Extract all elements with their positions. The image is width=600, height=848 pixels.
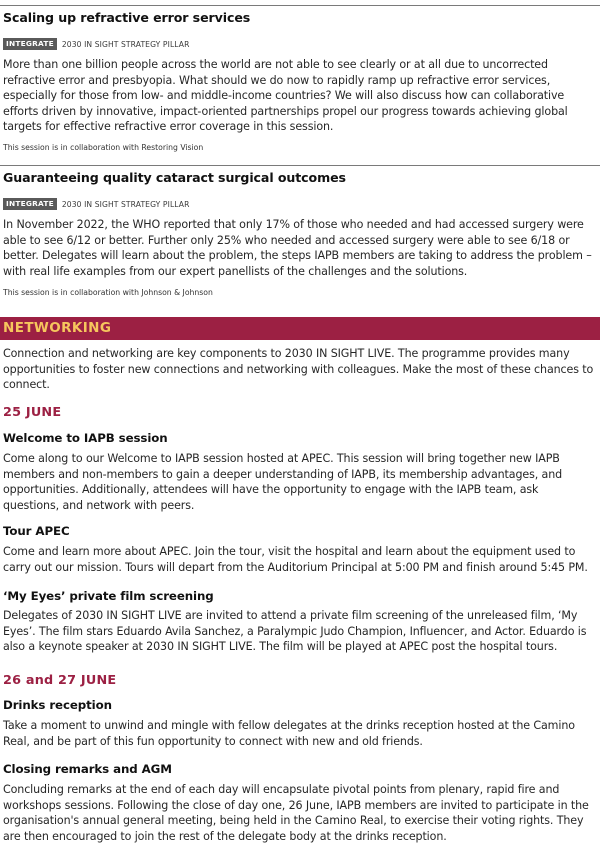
event-description: Delegates of 2030 IN SIGHT LIVE are invited to attend a private film screening of the unreleased film, ‘My Eyes’. The film stars Eduardo Avila Sanchez, a Paralympic Judo Champion, Influencer, and Actor. Eduardo is also a keynote speaker at 2030 IN SIGHT LIVE. The film will be played at APEC post the hospital tours. — [3, 609, 587, 653]
session-tagline — [3, 38, 189, 50]
event-title: ‘My Eyes’ private film screening — [3, 589, 214, 603]
pillar-label: 2030 IN SIGHT STRATEGY PILLAR — [61, 39, 190, 49]
session-description: More than one billion people across the world are not able to see clearly or at all due to uncorrected refractive error and presbyopia. What should we do now to rapidly ramp up refractive error services, especially for those from low- and middle-income countries? We will also discuss how can collaborative efforts driven by innovative, impact-oriented partnerships propel our progress towards achieving global targets for effective refractive error coverage in this session. — [3, 58, 568, 133]
event-description: Come and learn more about APEC. Join the tour, visit the hospital and learn about the equipment used to carry out our mission. Tours will depart from the Auditorium Principal at 5:00 PM and finish around 5:45 PM. — [3, 545, 588, 574]
section-heading: NETWORKING — [3, 320, 112, 336]
pillar-tag: INTEGRATE — [3, 38, 57, 50]
collaboration-note: This session is in collaboration with Johnson & Johnson — [3, 288, 213, 297]
event-title: Tour APEC — [3, 524, 70, 538]
pillar-label: 2030 IN SIGHT STRATEGY PILLAR — [61, 199, 190, 209]
event-title: Drinks reception — [3, 698, 112, 712]
session-title: Scaling up refractive error services — [3, 10, 251, 25]
networking-section-header — [0, 317, 600, 340]
networking-intro: Connection and networking are key components to 2030 IN SIGHT LIVE. The programme provides many opportunities to foster new connections and networking with colleagues. Make the most of these chances to connect. — [3, 347, 594, 391]
session-description: In November 2022, the WHO reported that only 17% of those who needed and had accessed surgery were able to see 6/12 or better. Further only 25% who needed and accessed surgery were able to see 6/18 or better. Delegates will learn about the problem, the steps IAPB members are taking to address the problem – with real life examples from our expert panellists of the challenges and the solutions. — [3, 218, 592, 278]
pillar-tag: INTEGRATE — [3, 198, 57, 210]
event-description: Take a moment to unwind and mingle with fellow delegates at the drinks reception hosted at the Camino Real, and be part of this fun opportunity to connect with new and old friends. — [3, 719, 575, 748]
divider — [0, 5, 600, 6]
event-description: Come along to our Welcome to IAPB session hosted at APEC. This session will bring together new IAPB members and non-members to gain a deeper understanding of IAPB, its membership advantages, and opportunities. Additionally, attendees will have the opportunity to engage with the IAPB team, ask questions, and network with peers. — [3, 452, 563, 512]
divider — [0, 165, 600, 166]
date-heading: 25 JUNE — [3, 405, 62, 420]
session-title: Guaranteeing quality cataract surgical outcomes — [3, 170, 346, 185]
event-description: Concluding remarks at the end of each day will encapsulate pivotal points from plenary, rapid fire and workshops sessions. Following the close of day one, 26 June, IAPB members are invited to participate in the organisation's annual general meeting, being held in the Camino Real, to exercise their voting rights. They are then encouraged to join the rest of the delegate body at the drinks reception. — [3, 783, 589, 843]
event-title: Welcome to IAPB session — [3, 431, 168, 445]
date-heading: 26 and 27 JUNE — [3, 673, 117, 688]
collaboration-note: This session is in collaboration with Restoring Vision — [3, 143, 204, 152]
session-tagline — [3, 198, 189, 210]
event-title: Closing remarks and AGM — [3, 762, 172, 776]
